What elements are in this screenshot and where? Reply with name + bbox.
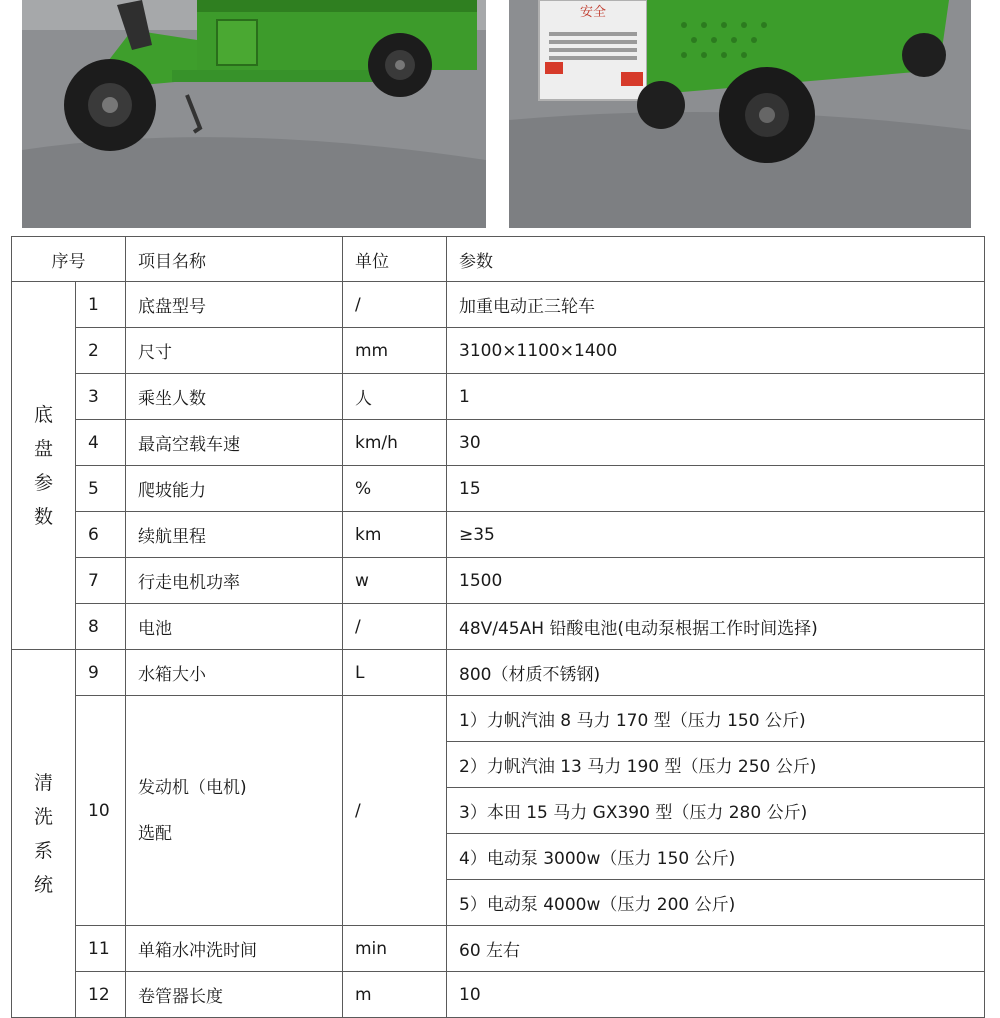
row-unit: km/h (343, 420, 447, 466)
table-row (12, 282, 985, 328)
row-unit: / (343, 282, 447, 328)
table-row (12, 328, 985, 374)
row-no: 3 (76, 374, 126, 420)
row-name: 乘坐人数 (126, 374, 343, 420)
spec-table (11, 236, 985, 1018)
row-unit: L (343, 650, 447, 696)
header-unit: 单位 (343, 237, 447, 282)
row-unit: 人 (343, 374, 447, 420)
sign-text: 安全 (579, 5, 607, 20)
table-header-row (12, 237, 985, 282)
row-name: 尺寸 (126, 328, 343, 374)
row-unit: mm (343, 328, 447, 374)
row-no: 9 (76, 650, 126, 696)
row-value: 30 (447, 420, 985, 466)
group-chassis: 底盘参数 (12, 282, 76, 650)
table-row (12, 512, 985, 558)
table-row (12, 650, 985, 696)
row-unit: % (343, 466, 447, 512)
table-row (12, 466, 985, 512)
row-no: 4 (76, 420, 126, 466)
row-no: 12 (76, 972, 126, 1018)
tricycle-rear-photo (509, 0, 971, 228)
row-value: 800（材质不锈钢) (447, 650, 985, 696)
row-name: 行走电机功率 (126, 558, 343, 604)
row-name: 最高空载车速 (126, 420, 343, 466)
row-no: 11 (76, 926, 126, 972)
table-row (12, 374, 985, 420)
header-param: 参数 (447, 237, 985, 282)
engine-option: 1）力帆汽油 8 马力 170 型（压力 150 公斤) (447, 696, 985, 742)
row-no: 7 (76, 558, 126, 604)
row-name: 底盘型号 (126, 282, 343, 328)
engine-no: 10 (76, 696, 126, 926)
row-value: 3100×1100×1400 (447, 328, 985, 374)
row-no: 5 (76, 466, 126, 512)
row-value: 10 (447, 972, 985, 1018)
product-photos (0, 0, 1000, 236)
row-name: 单箱水冲洗时间 (126, 926, 343, 972)
row-no: 8 (76, 604, 126, 650)
row-unit: km (343, 512, 447, 558)
engine-option: 4）电动泵 3000w（压力 150 公斤) (447, 834, 985, 880)
row-unit: min (343, 926, 447, 972)
engine-name-line2: 选配 (138, 823, 172, 844)
row-value: 48V/45AH 铅酸电池(电动泵根据工作时间选择) (447, 604, 985, 650)
row-value: 15 (447, 466, 985, 512)
row-value: 60 左右 (447, 926, 985, 972)
engine-option: 5）电动泵 4000w（压力 200 公斤) (447, 880, 985, 926)
row-name: 卷管器长度 (126, 972, 343, 1018)
engine-name (126, 696, 343, 926)
row-name: 电池 (126, 604, 343, 650)
engine-option: 3）本田 15 马力 GX390 型（压力 280 公斤) (447, 788, 985, 834)
table-row (12, 558, 985, 604)
table-row (12, 972, 985, 1018)
row-unit: w (343, 558, 447, 604)
engine-name-line1: 发动机（电机) (138, 777, 247, 798)
engine-row (12, 696, 985, 742)
row-no: 2 (76, 328, 126, 374)
engine-option: 2）力帆汽油 13 马力 190 型（压力 250 公斤) (447, 742, 985, 788)
tricycle-side-photo (22, 0, 486, 228)
row-no: 1 (76, 282, 126, 328)
row-value: 加重电动正三轮车 (447, 282, 985, 328)
row-name: 水箱大小 (126, 650, 343, 696)
row-no: 6 (76, 512, 126, 558)
table-row (12, 604, 985, 650)
header-item-name: 项目名称 (126, 237, 343, 282)
row-name: 续航里程 (126, 512, 343, 558)
row-unit: / (343, 604, 447, 650)
group-cleaning: 清洗系统 (12, 650, 76, 1018)
table-row (12, 926, 985, 972)
row-name: 爬坡能力 (126, 466, 343, 512)
row-value: 1 (447, 374, 985, 420)
header-index: 序号 (12, 237, 126, 282)
row-value: 1500 (447, 558, 985, 604)
engine-unit: / (343, 696, 447, 926)
table-row (12, 420, 985, 466)
row-unit: m (343, 972, 447, 1018)
row-value: ≥35 (447, 512, 985, 558)
